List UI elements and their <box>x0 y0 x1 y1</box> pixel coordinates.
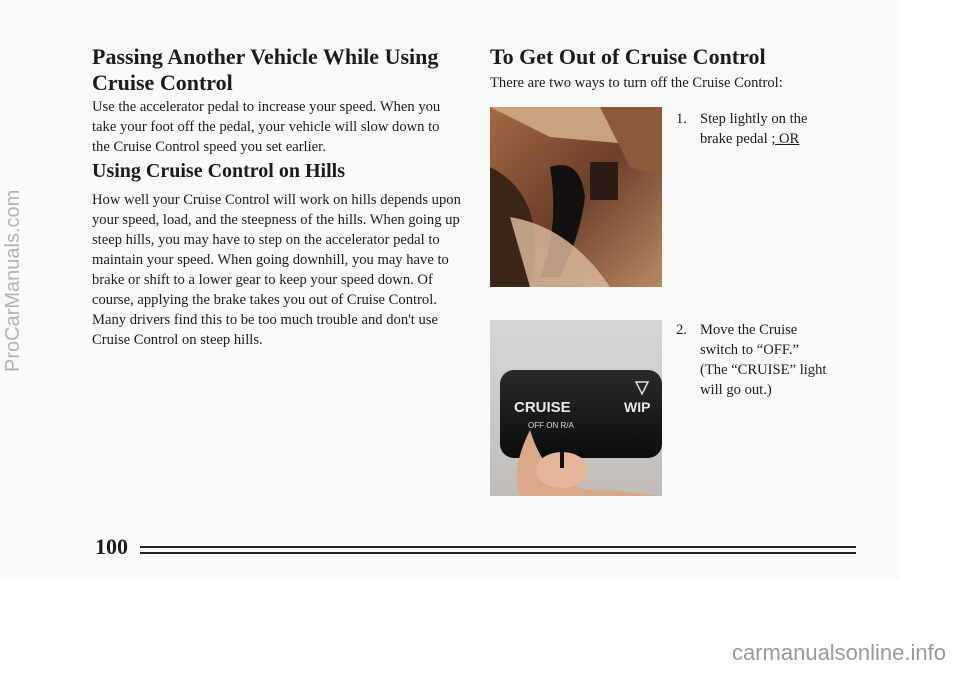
site-watermark: carmanualsonline.info <box>731 640 946 665</box>
step-2-number: 2. <box>676 322 687 338</box>
step-1-or: ; OR <box>771 131 800 147</box>
page-number: 100 <box>95 534 128 559</box>
side-watermark: ProCarManuals.com <box>2 189 24 372</box>
step-2-text: Move the Cruise switch to “OFF.” (The “CRUISE” light will go out.) <box>700 322 827 398</box>
step-1 <box>676 109 836 153</box>
step-1-text: Step lightly on the brake pedal <box>700 111 808 147</box>
heading-cruise-on-hills: Using Cruise Control on Hills <box>92 160 345 182</box>
intro-two-ways: There are two ways to turn off the Cruise Control: <box>490 75 783 91</box>
page-rule-bottom <box>140 552 856 554</box>
brake-pedal-photo <box>490 107 662 287</box>
heading-passing-vehicle: Passing Another Vehicle While Using Cruise Control <box>92 44 439 95</box>
cruise-switch-photo <box>490 320 662 496</box>
paragraph-cruise-on-hills: How well your Cruise Control will work on hills depends upon your speed, load, and the steepness of the hills. When going up steep hills, you may have to step on the accelerator pedal to maintain your speed. When going downhill, you may have to brake or shift to a lower gear to keep your speed down. Of course, applying the brake takes you out of Cruise Control. Many drivers find this to be too much trouble and don't use Cruise Control on steep hills. <box>92 192 461 348</box>
page-rule-top <box>140 546 856 548</box>
heading-get-out-of-cruise: To Get Out of Cruise Control <box>490 44 766 69</box>
step-1-number: 1. <box>676 111 687 127</box>
step-2 <box>676 320 836 404</box>
wiper-label: WIP <box>624 399 651 415</box>
cruise-label: CRUISE <box>514 399 571 416</box>
switch-positions: OFF ON R/A <box>528 421 574 430</box>
paragraph-passing-vehicle: Use the accelerator pedal to increase your speed. When you take your foot off the pedal, your vehicle will slow down to the Cruise Control speed you set earlier. <box>92 99 441 155</box>
